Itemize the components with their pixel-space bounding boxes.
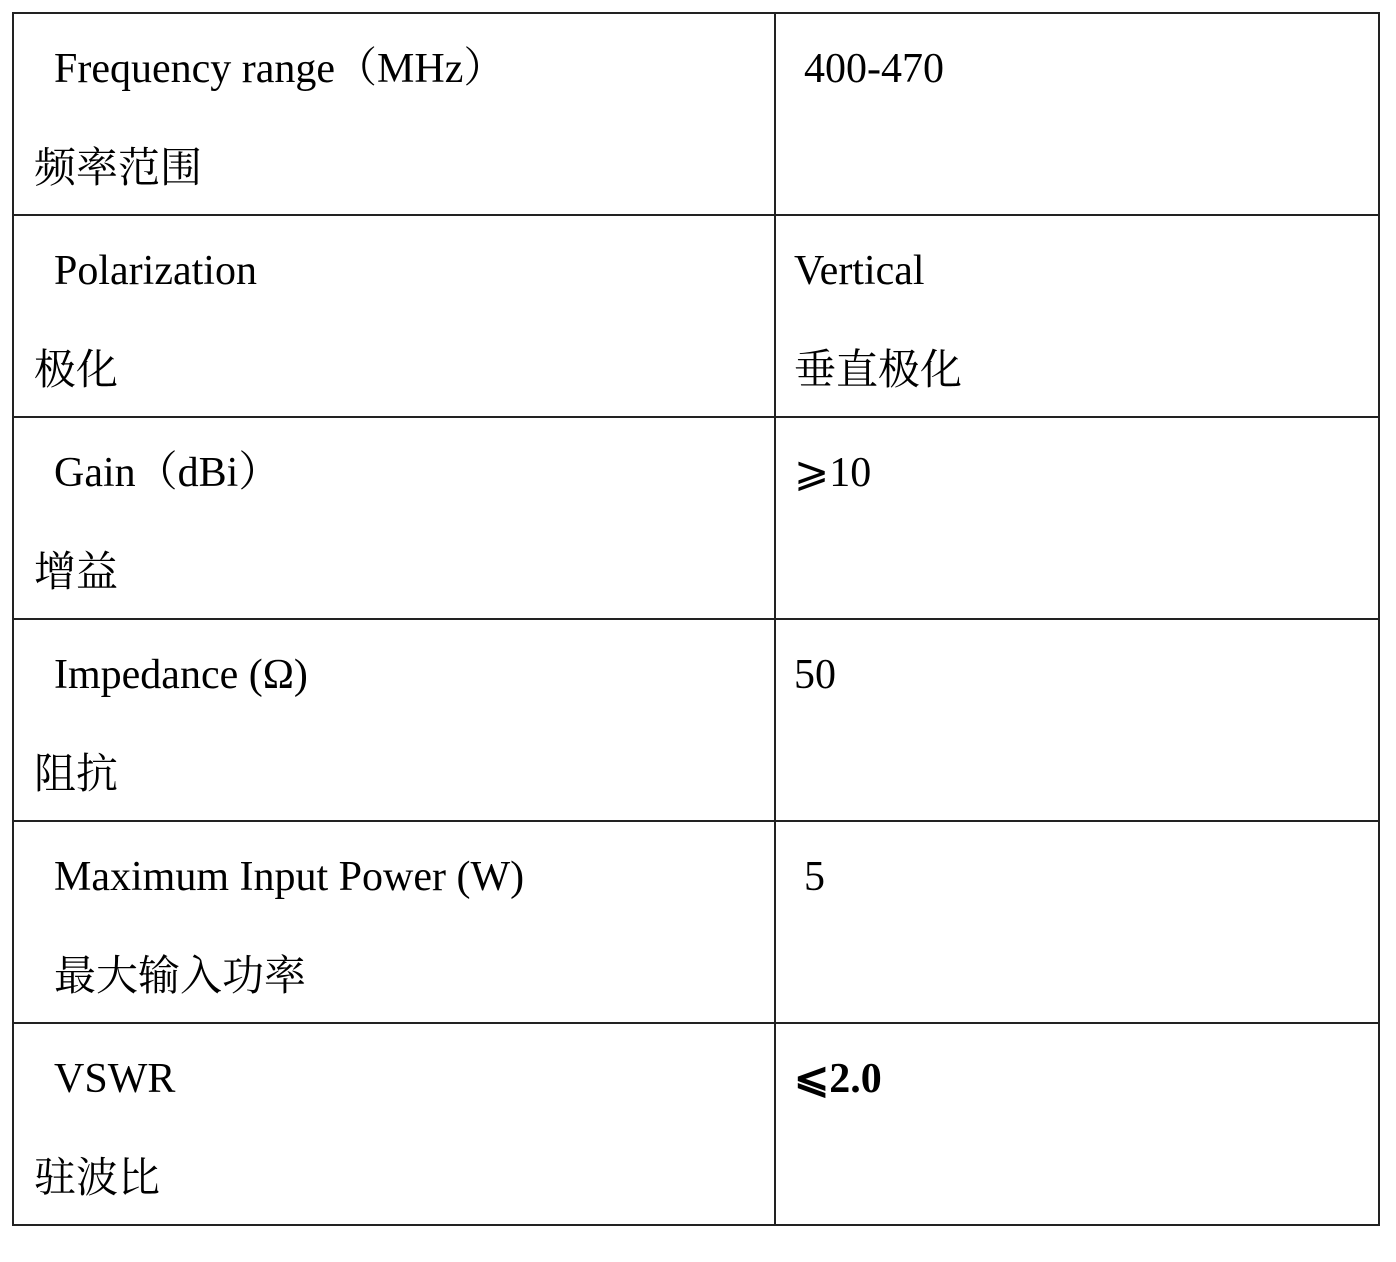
param-name-zh: 驻波比: [34, 1156, 161, 1202]
param-name-en: Polarization: [54, 248, 257, 294]
value-cell: [775, 417, 1379, 619]
value-cell: [775, 1023, 1379, 1225]
param-name-en: Impedance (Ω): [54, 652, 308, 698]
param-name-en: Frequency range（MHz）: [54, 46, 506, 92]
spec-table: [12, 12, 1380, 1226]
param-value: 400-470: [804, 46, 944, 92]
param-name-en: Gain（dBi）: [54, 450, 281, 496]
table-row: [13, 13, 1379, 215]
param-cell: [13, 821, 775, 1023]
value-cell: [775, 215, 1379, 417]
value-cell: [775, 821, 1379, 1023]
param-value: ⩾10: [794, 450, 872, 496]
param-name-zh: 阻抗: [34, 752, 119, 798]
param-value-zh: 垂直极化: [794, 348, 963, 394]
param-cell: [13, 417, 775, 619]
param-value: ⩽2.0: [794, 1056, 882, 1102]
param-value: Vertical: [794, 248, 925, 294]
table-row: [13, 215, 1379, 417]
param-name-zh: 最大输入功率: [54, 954, 307, 1000]
table-row: [13, 821, 1379, 1023]
param-name-en: VSWR: [54, 1056, 176, 1102]
param-name-zh: 极化: [34, 348, 119, 394]
param-name-en: Maximum Input Power (W): [54, 854, 525, 900]
table-row: [13, 619, 1379, 821]
param-cell: [13, 13, 775, 215]
param-cell: [13, 215, 775, 417]
param-name-zh: 频率范围: [34, 146, 203, 192]
param-name-zh: 增益: [34, 550, 119, 596]
param-value: 50: [794, 652, 836, 698]
param-value: 5: [804, 854, 825, 900]
table-row: [13, 1023, 1379, 1225]
table-row: [13, 417, 1379, 619]
value-cell: [775, 13, 1379, 215]
param-cell: [13, 1023, 775, 1225]
value-cell: [775, 619, 1379, 821]
param-cell: [13, 619, 775, 821]
